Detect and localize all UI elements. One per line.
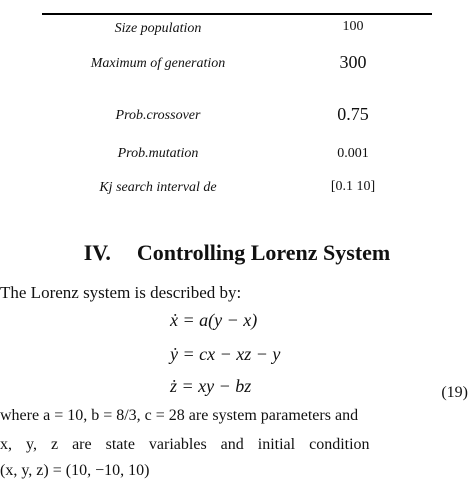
equation-x: ẋ = a(y − x) bbox=[170, 310, 258, 330]
section-number: IV. bbox=[83, 240, 111, 265]
row-label-size-population: Size population bbox=[114, 21, 202, 36]
row-value-kj-search-interval: [0.1 10] bbox=[330, 179, 376, 194]
body-line-3: (x, y, z) = (10, −10, 10) bbox=[0, 462, 150, 479]
row-label-prob-crossover: Prob.crossover bbox=[115, 108, 201, 123]
body-line-2: x, y, z are state variables and initial condition bbox=[0, 436, 370, 453]
row-label-kj-search-interval: Kj search interval de bbox=[99, 180, 217, 195]
body-line-1: where a = 10, b = 8/3, c = 28 are system parameters and bbox=[0, 407, 359, 424]
section-title: Controlling Lorenz System bbox=[136, 240, 391, 265]
section-heading bbox=[0, 240, 474, 266]
row-value-prob-crossover: 0.75 bbox=[337, 104, 369, 124]
row-value-prob-mutation: 0.001 bbox=[337, 146, 369, 161]
row-value-max-generation: 300 bbox=[339, 52, 367, 72]
row-label-prob-mutation: Prob.mutation bbox=[117, 146, 199, 161]
row-value-size-population: 100 bbox=[342, 19, 364, 34]
equation-number: (19) bbox=[441, 384, 468, 401]
equation-z: ż = xy − bz bbox=[170, 376, 252, 396]
equation-y: ẏ = cx − xz − y bbox=[170, 344, 281, 364]
row-label-max-generation: Maximum of generation bbox=[90, 56, 226, 71]
intro-text: The Lorenz system is described by: bbox=[0, 283, 242, 302]
table-top-rule bbox=[42, 13, 432, 15]
